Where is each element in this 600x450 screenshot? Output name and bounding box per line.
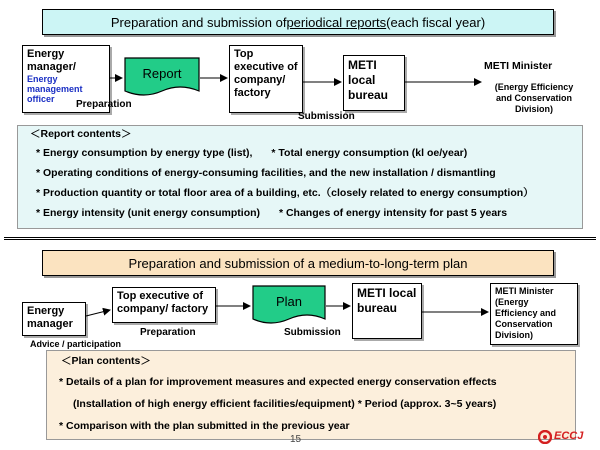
meti-local-bureau-label-2: METI local bureau (357, 286, 417, 315)
report-item-production: * Production quantity or total floor area of a building, etc.（closely related to energy consumption） (36, 187, 534, 199)
banner-text-underlined: periodical reports (286, 14, 387, 30)
plan-label: Plan (275, 294, 303, 309)
meti-minister-division-1: (Energy Efficiency and Conservation Division) (494, 82, 574, 114)
meti-minister-heading-1: METI Minister (484, 60, 553, 72)
report-item-total: * Total energy consumption (kl oe/year) (271, 147, 468, 159)
plan-contents-title: ＜Plan contents＞ (61, 355, 151, 367)
submission-label-1: Submission (298, 111, 355, 122)
banner-text-pre: Preparation and submission of (110, 14, 287, 30)
banner-text-post: (each fiscal year) (386, 14, 486, 30)
preparation-label-2: Preparation (140, 327, 196, 338)
report-item-energy-type: * Energy consumption by energy type (list), (36, 147, 253, 159)
energy-management-officer-label: Energy management officer (27, 74, 83, 104)
report-item-operating: * Operating conditions of energy-consuming facilities, and the new installation / dismantling (36, 167, 496, 179)
energy-manager-label-2: Energy manager (27, 305, 73, 330)
eccj-logo-text: ECCJ (554, 430, 584, 442)
meti-minister-label-2: METI Minister (Energy Efficiency and Conservation Division) (495, 286, 557, 340)
page-number: 15 (290, 434, 302, 445)
plan-item-comparison: * Comparison with the plan submitted in the previous year (59, 420, 350, 432)
report-item-intensity: * Energy intensity (unit energy consumption) (36, 207, 261, 219)
plan-item-installation: (Installation of high energy efficient facilities/equipment) * Period (approx. 3~5 years) (73, 398, 497, 410)
report-label: Report (142, 66, 182, 81)
top-executive-label-1: Top executive of company/ factory (234, 48, 298, 99)
medium-long-term-plan-banner: Preparation and submission of a medium-to-long-term plan (42, 250, 554, 276)
arrow-manager-to-executive-2 (86, 310, 110, 316)
meti-local-bureau-label-1: METI local bureau (348, 58, 389, 102)
plan-item-details: * Details of a plan for improvement measures and expected energy conservation effects (59, 376, 497, 388)
top-executive-label-2: Top executive of company/ factory (117, 290, 209, 315)
report-item-changes: * Changes of energy intensity for past 5 years (278, 207, 508, 219)
preparation-label-1: Preparation (76, 99, 132, 110)
energy-manager-label: Energy manager/ (27, 48, 76, 73)
submission-label-2: Submission (284, 327, 341, 338)
report-contents-title: ＜Report contents＞ (30, 128, 132, 140)
advice-participation-label: Advice / participation (30, 339, 122, 349)
